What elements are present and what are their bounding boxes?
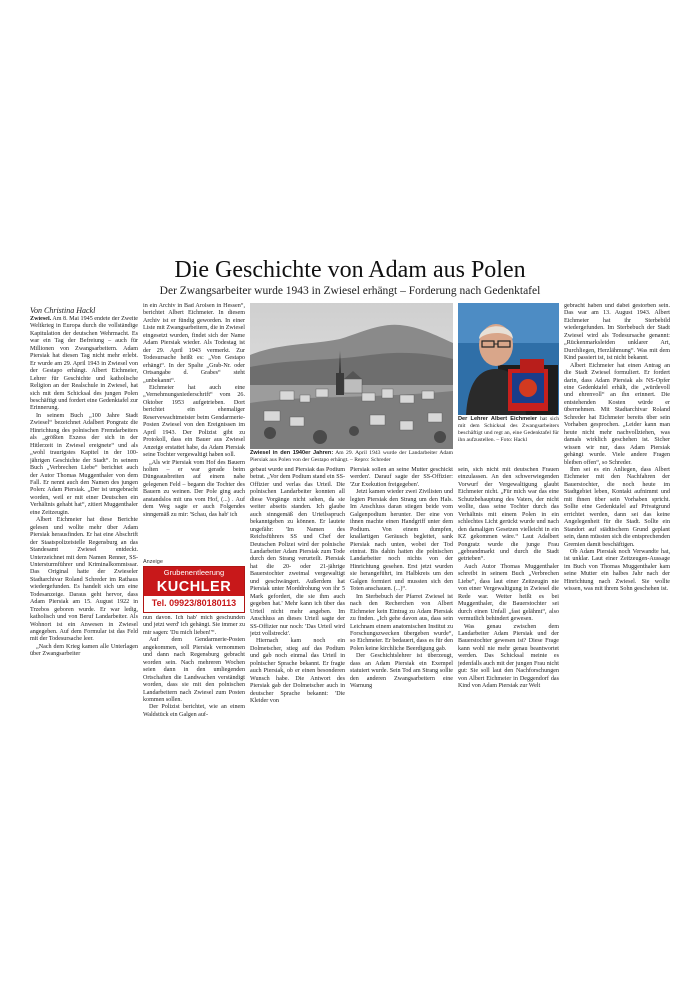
ad-service: Grubenentleerung	[144, 567, 244, 579]
paragraph: „Als wir Piersiak vom Hof des Bauern holten – er war gerade beim Düngeausbreiten auf einem nahe gelegenen Feld – begann die Tochter des Bauern zu weinen. Der Pole ging auch anstandslos mit uns vom Hof, (...) . Auf dem Weg sagte er auch Folgendes sinngemäß zu mir: 'Schau, das hab' ich	[143, 459, 245, 518]
article-column-3	[250, 467, 345, 932]
ad-box	[143, 566, 245, 613]
dateline: Zwiesel.	[30, 316, 52, 322]
paragraph: gebracht haben und dabei gestorben sein. Das war am 13. August 1943. Albert Eichmeier hat ihr Sterbebild wiedergefunden. Im Sterbebuch der Stadt Zwiesel wird als Todesursache genannt: „Rückenmarksleiden unklarer Art, Durchliegen, Herzlähmung“. Was mit dem Kind passiert ist, ist nicht bekannt.	[564, 303, 670, 362]
paragraph: Auch Autor Thomas Muggenthaler schreibt in seinem Buch „Verbrechen Liebe“, dass laut einer Zeitzeugin nie von einer Vergewaltigung in Zwiesel die Rede war. Weiter heißt es bei Muggenthaler, die Bauerstochter sei durch einen Unfall „fast gelähmt“, also vermutlich behindert gewesen.	[458, 563, 559, 623]
article-subhead: Der Zwangsarbeiter wurde 1943 in Zwiesel erhängt – Forderung nach Gedenktafel	[159, 285, 541, 297]
town-photo-image	[250, 303, 453, 449]
portrait-image	[458, 303, 559, 415]
paragraph: Der Polizist berichtet, wie an einem Waldstück ein Galgen auf-	[143, 704, 245, 718]
paragraph: Der Geschichtslehrer ist überzeugt, dass an Adam Piersiak ein Exempel statuiert wurde. Sein Tod am Strang sollte den anderen Zwangsarbeitern eine Warnung	[350, 653, 453, 690]
paragraph: sein, sich nicht mit deutschen Frauen einzulassen. An den schwerwiegenden Vorwurf der Vergewaltigung glaubt Eichmeier nicht. „Für mich war das eine Schutzbehauptung des Vaters, der nicht wollte, dass seine Tochter durch das Verhältnis mit einem Polen in ein schlechtes Licht gerückt wurde und nach den damaligen Gesetzen vielleicht in ein KZ gekommen wäre.“ Laut Adalbert Pongratz wurde die junge Frau „gebrandmarkt und durch die Stadt getrieben“.	[458, 467, 559, 563]
paragraph: Piersiak sollen an seine Mutter geschickt werden'. Darauf sagte der SS-Offizier: 'Zur Exekution freigegeben'.	[350, 467, 453, 488]
article-headline: Die Geschichte von Adam aus Polen	[174, 257, 526, 283]
historic-town-photo	[250, 303, 453, 449]
ad-phone: Tel. 09923/80180113	[144, 596, 244, 610]
ad-brand: KUCHLER	[144, 579, 244, 596]
paragraph: Albert Eichmeier hat einen Antrag an die Stadt Zwiesel formuliert. Er fordert darin, dass Adam Piersiak als NS-Opfer eine Gedenktafel erhält, die „würdevoll und ehrenvoll“ an ihn erinnert. Die entstehenden Kosten würde er übernehmen. Mit Stadtarchivar Roland Schreder hat Eichmeier bereits über sein Vorhaben gesprochen. „Leider kann man heute nicht mehr nachvollziehen, was damals wirklich geschehen ist. Sicher wissen wir nur, dass Adam Piersiak gehängt wurde. Viele andere Fragen bleiben offen“, so Schreder.	[564, 362, 670, 466]
paragraph: Was genau zwischen dem Landarbeiter Adam Piersiak und der Bauerstochter gewesen ist? Diese Frage kann wohl nie mehr genau beantwortet werden. Das Schicksal meinte es jedenfalls auch mit der jungen Frau nicht gut: Sie soll laut den Nachforschungen von Albert Eichmeier in Deggendorf das Kind von Adam Piersiak zur Welt	[458, 623, 559, 690]
portrait-caption	[458, 416, 559, 444]
paragraph: Hiernach kam noch ein Dolmetscher, stieg auf das Podium und gab noch einmal das Urteil in polnischer Sprache bekannt. Er fragte auch Piersiak, ob er einen besonderen Wunsch habe. Die Antwort des Piersiak gab der Dolmetscher auch in deutscher Sprache bekannt: 'Die Kleider von	[250, 638, 345, 705]
caption-title: Der Lehrer Albert Eichmeier	[458, 416, 538, 422]
paragraph: Auf dem Gendarmerie-Posten angekommen, soll Piersiak vernommen und dann nach Regensburg gebracht worden sein. Nach mehreren Wochen seien dann in den umliegenden Ortschaften die Landwachen verständigt worden, dass sie mit den polnischen Landarbeitern nach Zwiesel zum Posten kommen sollen.	[143, 637, 245, 703]
ad-label: Anzeige	[143, 559, 163, 565]
article-column-5	[458, 467, 559, 932]
paragraph: In seinem Buch „100 Jahre Stadt Zwiesel“ bezeichnet Adalbert Pongratz die Hinrichtung des polnischen Fremdarbeiters als „größten Exzess der sich in der Hitlerzeit in Zwiesel ereignete“ und als „wohl traurigstes Kapitel in der 100-jährigen Geschichte der Stadt“. In seinem Buch „Verbrechen Liebe“ berichtet auch der Autor Thomas Muggenthaler von dem Fall. Er nennt auch den Namen des jungen Polen: Adam Piersiak. „Der ist umgebracht worden, weil er mit einer Deutschen ein Verhältnis gehabt hat“, zitiert Muggenthaler eine Zeitzeugin.	[30, 412, 138, 516]
paragraph: Eichmeier hat auch eine „Vernehmungsniederschrift“ vom 26. Oktober 1953 aufgetrieben. Dort berichtet ein ehemaliger Reservewachtmeister beim Gendarmerie-Posten Zwiesel von den Ereignissen im April 1943. Der Polizist gibt zu Protokoll, dass ein Bauer aus Zwiesel Anzeige erstattet habe, da Adam Piersiak seine Tochter vergewaltigt haben soll.	[143, 384, 245, 459]
main-photo-caption	[250, 450, 453, 464]
article-column-6	[564, 303, 670, 933]
advertisement	[143, 559, 245, 611]
article-author: Von Christina Hackl	[30, 306, 96, 315]
paragraph: „Nach dem Krieg kamen alle Unterlagen über Zwangsarbeiter	[30, 643, 138, 658]
article-column-2-bottom	[143, 615, 245, 933]
paragraph: nun davon. Ich hab' mich geschunden und jetzt werd' ich gehängt. Sie immer zu mir sagen: 'Du mich lieben!'“.	[143, 615, 245, 636]
teacher-portrait-photo	[458, 303, 559, 415]
caption-text: hat sich mit dem Schicksal des Zwangsarbeiters beschäftigt und regt an, eine Gedenktafel für ihn aufzustellen. – Foto: Hackl	[458, 416, 560, 443]
paragraph: in ein Archiv in Bad Arolsen in Hessen“, berichtet Albert Eichmeier. In diesem Archiv ist er fündig geworden. In einer Liste mit Zwangsarbeitern, die in Zwiesel eingesetzt wurden, findet sich der Name Adam Piersiak wieder. Als Todestag ist der 29. April 1943 vermerkt. Zur Todesursache heißt es: „Von Gestapo erhängt“. In der Spalte „Grab-Nr. oder Ortsangabe d. Grabes“ steht „unbekannt“.	[143, 303, 245, 384]
paragraph: Jetzt kamen wieder zwei Zivilisten und legten Piersiak den Strang um den Hals. Im Anschluss daran stiegen beide vom Galgenpodium herunter. Der eine von ihnen machte einen Handgriff unter dem Podium. Von einem dumpfen, knallartigen Geräusch begleitet, sank Piersiak nach unten, wobei der Tod eintrat. Bis dahin hatten die polnischen Landarbeiter noch nichts von der Hinrichtung gesehen. Erst jetzt wurden sie herangeführt, im Halbkreis um den Galgen formiert und mussten sich den Toten anschauen. (...)“.	[350, 489, 453, 593]
paragraph: Zwiesel. Am 8. Mai 1945 endete der Zweite Weltkrieg in Europa durch die vollständige Kapitulation der deutschen Wehrmacht. Es war ein Tag der Befreiung – auch für Millionen von Zwangsarbeitern. Adam Piersiak hat diesen Tag nicht mehr erlebt. Er wurde am 29. April 1943 in Zwiesel von der Gestapo erhängt. Albert Eichmeier, Lehrer für Geschichte und katholische Religion an der Realschule in Zwiesel, hat sich mit dem Schicksal des jungen Polen beschäftigt und fordert eine Gedenktafel zur Erinnerung.	[30, 316, 138, 412]
paragraph: Albert Eichmeier hat diese Berichte gelesen und wollte mehr über Adam Piersiak herausfinden. Er hat eine Abschrift der Staatspolizeistelle Regensburg an das Standesamt Zwiesel entdeckt. Unterzeichnet mit dem Namen Renner, SS-Untersturmführer und Kriminalkommissar. Das Original hatte der Zwieseler Stadtarchivar Roland Schreder im Rathaus wiedergefunden. Es handelt sich um eine Todesanzeige. Daraus geht hervor, dass Adam Piersiak am 15. August 1922 in Trzebos geboren wurde. Er war ledig, katholisch und von Beruf Landarbeiter. Als Wohnort ist ein Anwesen in Zwiesel angegeben. Auf dem Formular ist das Feld mit der Todesursache leer.	[30, 517, 138, 643]
paragraph: gebaut wurde und Piersiak das Podium betrat. „Vor dem Podium stand ein SS-Offizier und verlas das Urteil. Die polnischen Landarbeiter konnten all diese Vorgänge nicht sehen, da sie weiter abseits standen. Ich glaube auch sinngemäß den Urteilsspruch bekanntgeben zu können. Er lautete ungefähr: 'Im Namen des Reichsführers SS und Chef der Deutschen Polizei wird der polnische Landarbeiter Adam Piersiak zum Tode durch den Strang verurteilt. Piersiak hat die 20- oder 21-jährige Bauerstochter zweimal vergewaltigt und geschwängert. Außerdem hat Piersiak unter Morddrohung von ihr 5 Mark gefordert, die sie ihm auch gegeben hat.' Mehr kann ich über das Urteil nicht mehr angeben. Im Anschluss an dieses Urteil sagte der SS-Offizier nur noch: 'Das Urteil wird jetzt vollstreckt'.	[250, 467, 345, 637]
paragraph: Im Sterbebuch der Pfarrei Zwiesel ist nach den Recherchen von Albert Eichmeier kein Eintrag zu Adam Piersiak zu finden. „Ich gehe davon aus, dass sein Leichnam einem anatomischen Institut zu Forschungszwecken übergeben wurde“, so Eichmeier. Er bedauert, dass es für den Polen keine kirchliche Beerdigung gab.	[350, 593, 453, 652]
article-column-2-top	[143, 303, 245, 556]
article-column-4	[350, 467, 453, 932]
caption-title: Zwiesel in den 1940er Jahren:	[250, 450, 334, 456]
article-column-1	[30, 316, 138, 931]
paragraph: Ihm sei es ein Anliegen, dass Albert Eichmeier mit den Nachfahren der Bauerstochter, die noch heute im Stadtgebiet leben, Kontakt aufnimmt und mit ihnen über sein Vorhaben spricht. Sollte eine Gedenktafel auf Privatgrund errichtet werden, dann sei das keine Angelegenheit für die Stadt. Sollte ein Standort auf städtischem Grund geplant sein, dann müssten sich die entsprechenden Gremien damit beschäftigen.	[564, 466, 670, 548]
paragraph: Ob Adam Piersiak noch Verwandte hat, ist unklar. Laut einer Zeitzeugen-Aussage im Buch von Thomas Muggenthaler kam seine Mutter ein halbes Jahr nach der Hinrichtung nach Zwiesel. Sie wollte wissen, was mit ihrem Sohn geschehen ist.	[564, 548, 670, 593]
caption-text: Am 29. April 1943 wurde der Landarbeiter Adam Piersiak aus Polen von der Gestapo erhängt. – Repro: Schreder	[250, 450, 454, 463]
